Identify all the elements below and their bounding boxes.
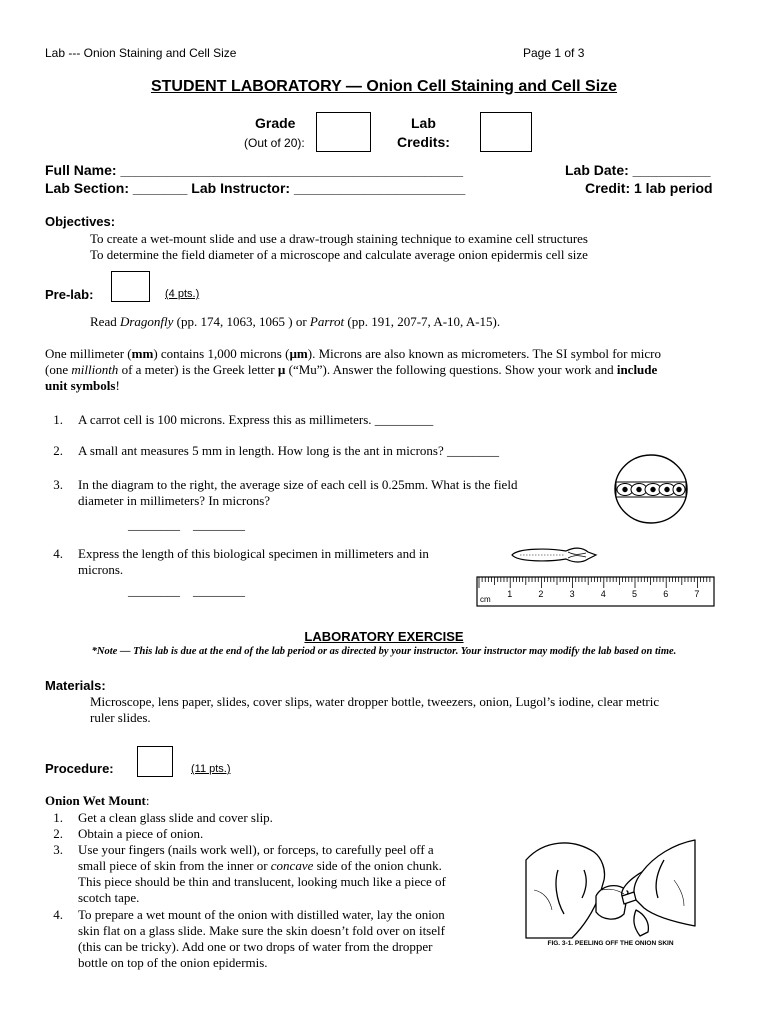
full-name-field[interactable]: Full Name: ____________________________________________ [45,162,464,178]
prelab-score-box[interactable] [111,271,150,302]
lab-section-field[interactable]: Lab Section: _______ Lab Instructor: ______________________ [45,180,466,196]
ruler-label: 4 [600,589,606,599]
ruler-unit: cm [480,595,491,604]
materials-line: Microscope, lens paper, slides, cover slips, water dropper bottle, tweezers, onion, Lugol’s iodine, clear metric [90,694,660,709]
prelab-points: (4 pts.) [165,288,200,300]
ruler-label: 6 [663,589,669,599]
grade-box[interactable] [316,112,371,152]
prelab-reading: Read Dragonfly (pp. 174, 1063, 1065 ) or Parrot (pp. 191, 207-7, A-10, A-15). [90,314,501,329]
grade-sub-label: (Out of 20): [244,136,305,150]
objective-item: To create a wet-mount slide and use a draw-trough staining technique to examine cell structures [90,231,588,246]
ruler-label: 5 [632,589,638,599]
ruler [476,576,716,607]
ruler-label: 3 [569,589,575,599]
objectives-heading: Objectives: [45,214,116,229]
page-title: STUDENT LABORATORY — Onion Cell Staining and Cell Size [150,78,618,95]
figure-caption: FIG. 3-1. PEELING OFF THE ONION SKIN [547,940,674,947]
materials-heading: Materials: [45,678,106,693]
objective-item: To determine the field diameter of a microscope and calculate average onion epidermis cell size [90,247,588,262]
onion-cells [616,482,686,497]
onion-wet-mount-heading: Onion Wet Mount: [45,793,150,808]
ruler-label: 7 [694,589,700,599]
specimen-worm-diagram [508,544,600,566]
hands-peeling-illustration [524,830,697,940]
header-page-number: Page 1 of 3 [523,46,585,60]
exercise-heading: LABORATORY EXERCISE [304,629,464,644]
lab-label: Lab [411,115,436,131]
prelab-heading: Pre-lab: [45,287,94,302]
ruler-label: 1 [507,589,513,599]
lab-date-field[interactable]: Lab Date: __________ [565,162,711,178]
microscope-field-diagram [612,453,690,525]
header-left: Lab --- Onion Staining and Cell Size [45,46,237,60]
onion-peel-figure [524,830,697,954]
book-dragonfly: Dragonfly [119,314,174,329]
intro-paragraph: One millimeter (mm) contains 1,000 microns (µm). Microns are also known as micrometers. The SI symbol for micro (one millionth of a meter) is the Greek letter µ (“Mu”). Answer the following questions. Show your work and include unit symbols! [45,346,661,393]
credits-label: Credits: [397,134,450,150]
procedure-heading: Procedure: [45,761,114,776]
ruler-label: 2 [538,589,544,599]
book-parrot: Parrot [309,314,345,329]
credit-info: Credit: 1 lab period [585,180,713,196]
materials-line: ruler slides. [90,710,151,725]
procedure-points: (11 pts.) [191,763,231,775]
procedure-score-box[interactable] [137,746,173,777]
exercise-note: *Note — This lab is due at the end of the lab period or as directed by your instructor. Your instructor may modify the lab based on time. [91,646,677,657]
grade-label: Grade [255,115,296,131]
lab-credits-box[interactable] [480,112,532,152]
